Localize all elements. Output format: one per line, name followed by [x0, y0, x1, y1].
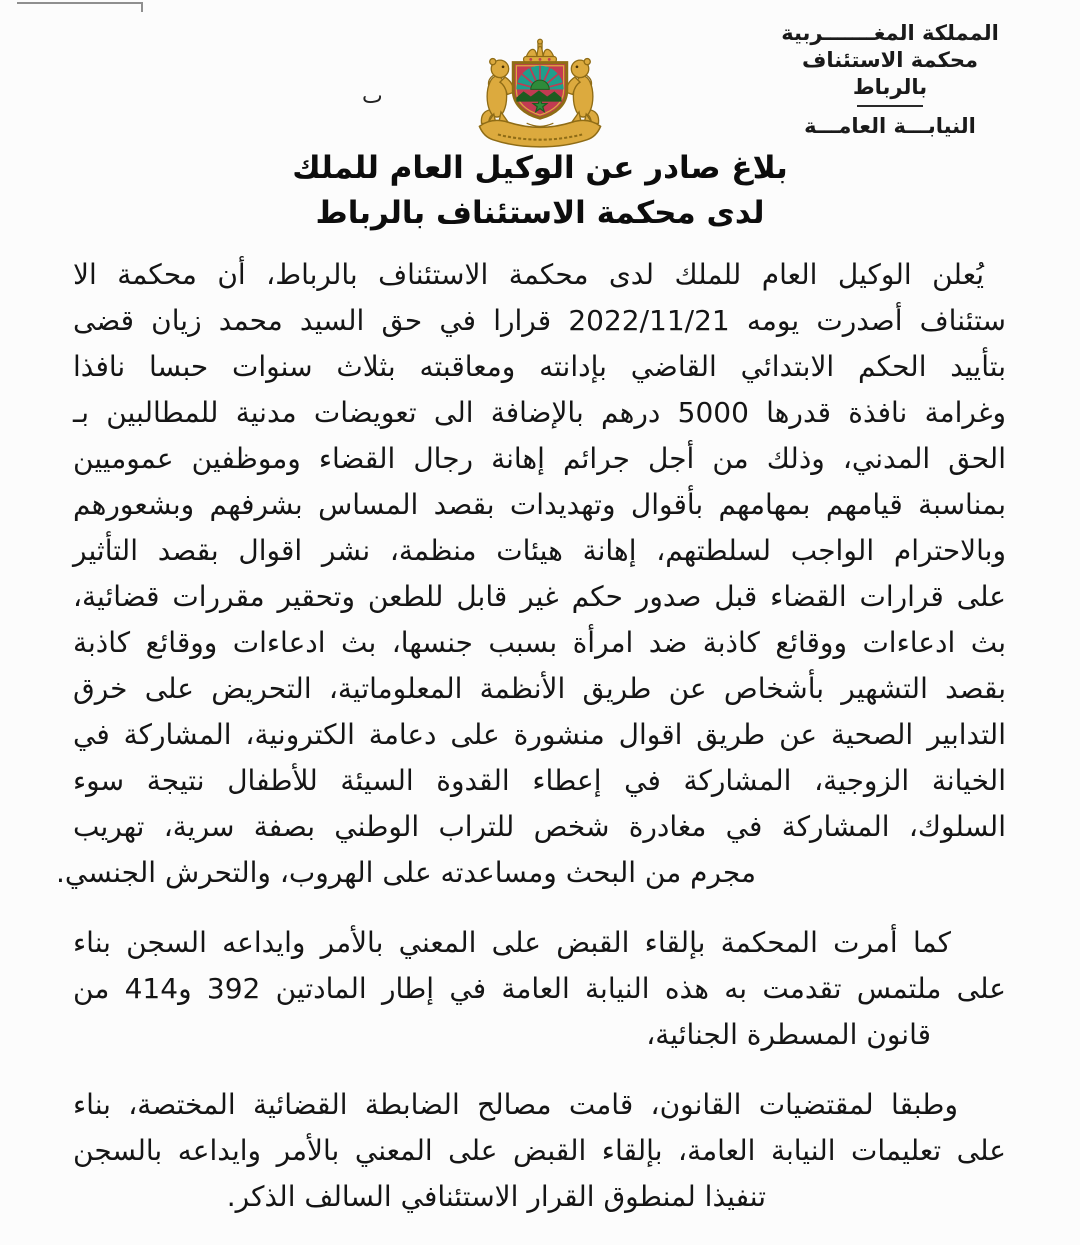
letterhead	[764, 20, 1016, 140]
body-line: على ملتمس تقدمت به هذه النيابة العامة في إطار المادتين 392 و414 من	[73, 972, 1006, 1005]
body-line: على تعليمات النيابة العامة، بإلقاء القبض على المعني بالأمر وايداعه بالسجن	[73, 1134, 1006, 1167]
body-line: مجرم من البحث ومساعدته على الهروب، والتحرش الجنسي.	[56, 856, 756, 889]
document-title	[0, 146, 1080, 236]
paragraph-3	[73, 1082, 1006, 1220]
body-line: وبالاحترام الواجب لسلطتهم، إهانة هيئات منظمة، نشر اقوال بقصد التأثير	[73, 534, 1006, 567]
moroccan-coat-of-arms-icon	[463, 38, 617, 151]
prosecution-name: النيابـــة العامـــة	[804, 114, 976, 138]
document-body	[56, 252, 1007, 1220]
paragraph-1	[56, 252, 1007, 896]
body-line: السلوك، المشاركة في مغادرة شخص للتراب الوطني بصفة سرية، تهريب	[73, 810, 1006, 843]
body-line: وغرامة نافذة قدرها 5000 درهم بالإضافة الى تعويضات مدنية للمطالبين بـ	[73, 396, 1006, 429]
body-line: ستئناف أصدرت يومه 2022/11/21 قرارا في حق السيد محمد زيان قضى	[73, 304, 1007, 337]
title-line-2: لدى محكمة الاستئناف بالرباط	[315, 195, 765, 231]
scan-artifact-line	[17, 2, 143, 4]
title-line-1: بلاغ صادر عن الوكيل العام للملك	[292, 150, 788, 186]
kingdom-name: المملكة المغـــــــربية	[781, 21, 999, 45]
stray-ink-mark: ٮ	[362, 84, 383, 109]
body-line: الخيانة الزوجية، المشاركة في إعطاء القدوة السيئة للأطفال نتيجة سوء	[73, 764, 1006, 797]
body-line: كما أمرت المحكمة بإلقاء القبض على المعني بالأمر وايداعه السجن بناء	[73, 926, 951, 959]
body-line: الحق المدني، وذلك من أجل جرائم إهانة رجال القضاء وموظفين عموميين	[73, 442, 1006, 475]
letterhead-divider	[857, 105, 923, 107]
court-name: محكمة الاستئناف بالرباط	[802, 48, 978, 99]
scan-artifact-tick	[141, 2, 143, 12]
body-line: يُعلن الوكيل العام للملك لدى محكمة الاستئناف بالرباط، أن محكمة الا	[73, 258, 984, 291]
body-line: على قرارات القضاء قبل صدور حكم غير قابل للطعن وتحقير مقررات قضائية،	[73, 580, 1006, 613]
body-line: بمناسبة قيامهم بمهامهم بأقوال وتهديدات بقصد المساس بشرفهم وبشعورهم	[73, 488, 1006, 521]
body-line: قانون المسطرة الجنائية،	[646, 1018, 931, 1051]
body-line: وطبقا لمقتضيات القانون، قامت مصالح الضابطة القضائية المختصة، بناء	[73, 1088, 958, 1121]
body-line: بتأييد الحكم الابتدائي القاضي بإدانته ومعاقبته بثلاث سنوات حبسا نافذا	[73, 350, 1006, 383]
body-line: بقصد التشهير بأشخاص عن طريق الأنظمة المعلوماتية، التحريض على خرق	[73, 672, 1006, 705]
body-line: التدابير الصحية عن طريق اقوال منشورة على دعامة الكترونية، المشاركة في	[73, 718, 1006, 751]
paragraph-2	[73, 920, 1006, 1058]
body-line: بث ادعاءات ووقائع كاذبة ضد امرأة بسبب جنسها، بث ادعاءات ووقائع كاذبة	[73, 626, 1006, 659]
body-line: تنفيذا لمنطوق القرار الاستئنافي السالف الذكر.	[226, 1180, 766, 1213]
